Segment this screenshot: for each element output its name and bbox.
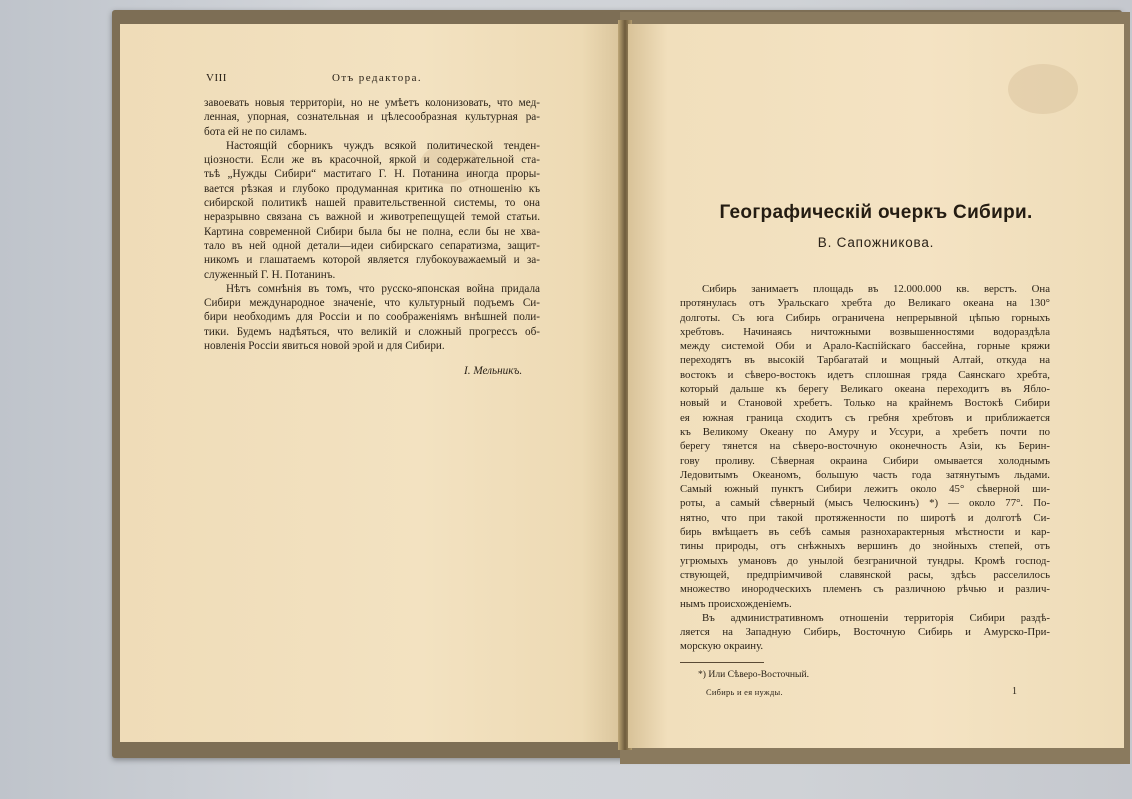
text-line: къ Великому Океану по Амуру и Уссури, а хребетъ почти по: [680, 425, 1050, 438]
footnote-rule: [680, 662, 764, 663]
text-line: Сибири международное значеніе, что культурный подъемъ Си-: [204, 297, 540, 310]
text-line: ея южная граница сходитъ съ гребня хребтовъ и приближается: [680, 411, 1050, 424]
text-line: завоевать новыя территоріи, но не умѣетъ колонизовать, что мед-: [204, 97, 540, 109]
text-line: ціозности. Если же въ красочной, яркой и содержательной ста-: [204, 154, 540, 167]
text-line: хребтовъ. Начинаясь ничтожными возвышенностями водораздѣла: [680, 325, 1050, 338]
text-line: Ледовитымъ Океаномъ, большую часть года затянутымъ льдами.: [680, 468, 1050, 481]
left-page-number: VIII: [206, 72, 227, 84]
text-line: ствующей, предпріимчивой славянской расы, здѣсь расселилось: [680, 568, 1050, 581]
editor-signature: І. Мельникъ.: [464, 365, 523, 377]
text-line: сибирской политикѣ нашей правительственной системы, то она: [204, 197, 540, 210]
text-line: угрюмыхъ умановъ до унылой безграничной тундры. Кромѣ господ-: [680, 554, 1050, 567]
text-line: новый и Становой хребетъ. Только на крайнемъ Востокѣ Сибири: [680, 397, 1050, 410]
text-line: тины природы, отъ снѣжныхъ вершинъ до знойныхъ степей, отъ: [680, 540, 1050, 553]
text-line: Настоящій сборникъ чуждъ всякой политической тенден-: [226, 139, 540, 152]
left-body-text: [204, 96, 540, 353]
text-line: Нѣтъ сомнѣнія въ томъ, что русско-японская война придала: [226, 282, 540, 295]
text-line: бирь вмѣщаетъ въ себѣ самыя разнохарактерныя мѣстности и кар-: [680, 526, 1050, 539]
text-line: Сибирь занимаетъ площадь въ 12.000.000 кв. верстъ. Она: [702, 283, 1050, 295]
text-line: долготы. Съ юга Сибирь ограничена непрерывной цѣпью горныхъ: [680, 311, 1050, 324]
text-line: множество инородческихъ племенъ съ различною рѣчью и различ-: [680, 583, 1050, 596]
text-line: роты, а самый сѣверный (мысъ Челюскинъ) *) — около 77°. По-: [680, 497, 1050, 510]
text-line: ленная, упорная, сознательная и цѣлесообразная культурная ра-: [204, 111, 540, 124]
text-line: тики. Будемъ надѣяться, что великій и сложный прогрессъ об-: [204, 325, 540, 338]
paper-stain: [1008, 64, 1078, 114]
text-line: берегу тянется на сѣверо-восточную оконечность Азіи, къ Берин-: [680, 440, 1050, 453]
right-page-number: 1: [1012, 686, 1017, 697]
text-line: новленія Россіи явиться новой эрой и для Сибири.: [204, 340, 445, 353]
text-line: Самый южный пунктъ Сибири лежитъ около 45° сѣверной ши-: [680, 483, 1050, 496]
text-line: востокъ и сѣверо-востокъ идетъ сплошная гряда Саянскаго хребта,: [680, 368, 1050, 381]
footnote: *) Или Сѣверо-Восточный.: [698, 669, 810, 680]
text-line: тьѣ „Нужды Сибири“ маститаго Г. Н. Потанина иногда проры-: [204, 168, 540, 181]
article-title: Географическій очеркъ Сибири.: [719, 202, 1033, 223]
text-line: бота ей не по силамъ.: [204, 125, 307, 138]
article-author: В. Сапожникова.: [817, 235, 935, 250]
text-line: тало въ ней одной детали—идеи сибирскаго сепаратизма, защит-: [204, 239, 540, 252]
right-body-text: [680, 282, 1050, 654]
text-line: никомъ и глашатаемъ которой является глубокоуважаемый и за-: [204, 254, 540, 267]
left-running-title: Отъ редактора.: [332, 72, 422, 84]
text-line: ляется на Западную Сибирь, Восточную Сибирь и Амурско-При-: [680, 626, 1050, 639]
text-line: нымъ происхожденіемъ.: [680, 597, 792, 610]
text-line: бири необходимъ для Россіи и по соображеніямъ внѣшней поли-: [204, 311, 540, 324]
text-line: нятно, что при такой протяженности по широтѣ и долготѣ Си-: [680, 511, 1050, 524]
right-page: [628, 24, 1124, 748]
text-line: служенный Г. Н. Потанинъ.: [204, 268, 336, 281]
signature-mark: Сибирь и ея нужды.: [706, 688, 783, 697]
text-line: Картина современной Сибири была бы не полна, если бы не хва-: [204, 225, 540, 238]
text-line: вается рѣзкая и глубоко продуманная критика по отношенію къ: [204, 182, 540, 195]
text-line: морскую окраину.: [680, 640, 764, 653]
left-running-header: [206, 72, 536, 86]
text-line: переходятъ въ высокій Тарбагатай и мощный Алтай, откуда на: [680, 354, 1050, 367]
text-line: гову проливу. Сѣверная окраина Сибири омывается холоднымъ: [680, 454, 1050, 467]
text-line: который дальше къ берегу Великаго океана переходитъ въ Ябло-: [680, 383, 1050, 396]
text-line: Въ административномъ отношеніи территорія Сибири раздѣ-: [702, 611, 1050, 624]
left-page: [120, 24, 622, 742]
text-line: неразрывно связана съ важной и животрепещущей темой статьи.: [204, 211, 540, 224]
text-line: между системой Оби и Арало-Каспійскаго бассейна, горные кряжи: [680, 340, 1050, 353]
text-line: протянулась отъ Уральскаго хребта до Великаго океана на 130°: [680, 297, 1050, 310]
